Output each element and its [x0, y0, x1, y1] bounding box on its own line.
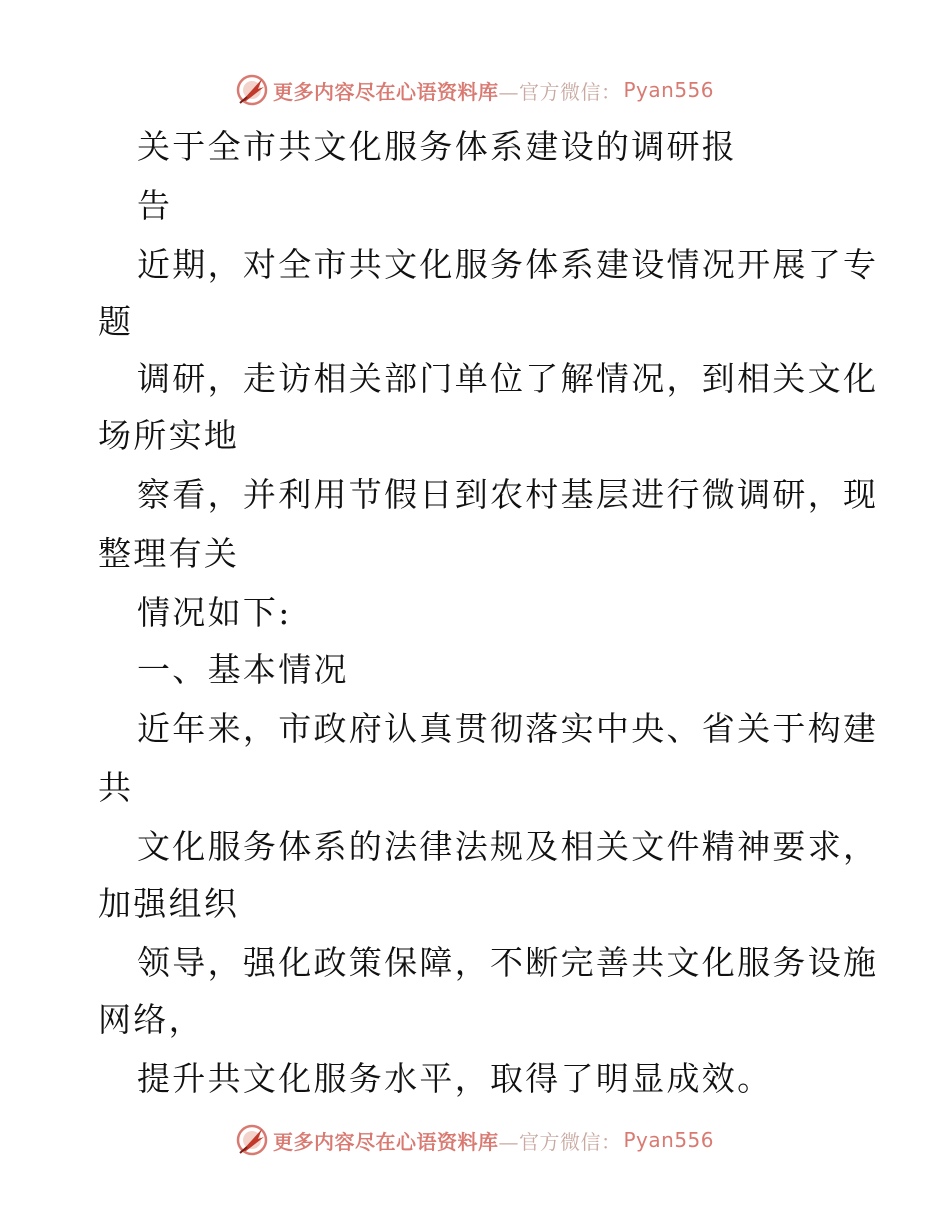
- body-line: 近年来，市政府认真贯彻落实中央、省关于构建: [137, 709, 879, 748]
- body-line: 调研，走访相关部门单位了解情况，到相关文化: [137, 359, 879, 398]
- watermark-header: [235, 72, 714, 108]
- body-line: 情况如下:: [137, 593, 292, 632]
- body-line: 题: [98, 302, 134, 341]
- watermark-id-text: Pyan556: [623, 78, 715, 102]
- body-line: 场所实地: [98, 416, 240, 455]
- body-line: 网络，: [98, 1000, 204, 1039]
- watermark-id-text: Pyan556: [623, 1128, 715, 1152]
- watermark-sub-text: —官方微信：: [498, 79, 622, 104]
- body-line: 近期，对全市共文化服务体系建设情况开展了专: [137, 245, 879, 284]
- body-line: 察看，并利用节假日到农村基层进行微调研，现: [137, 475, 879, 514]
- document-title: 关于全市共文化服务体系建设的调研报: [137, 127, 738, 166]
- feather-pen-logo-icon: [235, 73, 269, 107]
- body-line: 整理有关: [98, 534, 240, 573]
- body-line: 加强组织: [98, 884, 240, 923]
- document-title-continuation: 告: [137, 186, 173, 225]
- body-line: 共: [98, 768, 134, 807]
- body-line: 文化服务体系的法律法规及相关文件精神要求，: [137, 827, 879, 866]
- section-heading: 一、基本情况: [137, 650, 349, 689]
- watermark-footer: [235, 1122, 714, 1158]
- feather-pen-logo-icon: [235, 1123, 269, 1157]
- watermark-sub-text: —官方微信：: [498, 1129, 622, 1154]
- watermark-main-text: 更多内容尽在心语资料库: [273, 79, 499, 104]
- watermark-main-text: 更多内容尽在心语资料库: [273, 1129, 499, 1154]
- body-line: 提升共文化服务水平，取得了明显成效。: [137, 1059, 773, 1098]
- body-line: 领导，强化政策保障，不断完善共文化服务设施: [137, 943, 879, 982]
